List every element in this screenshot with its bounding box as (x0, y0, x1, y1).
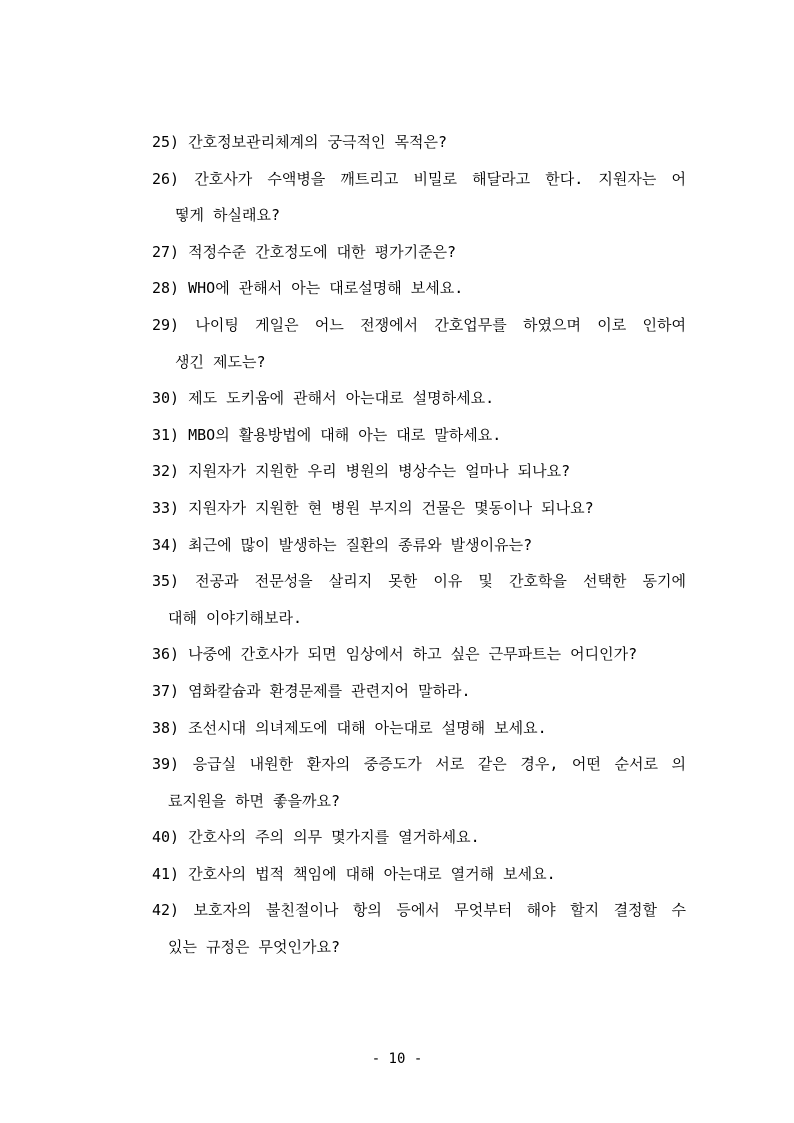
question-text: 38) 조선시대 의녀제도에 대해 아는대로 설명해 보세요. (152, 718, 547, 737)
question-item (152, 527, 686, 564)
question-item (152, 417, 686, 454)
question-item (152, 856, 686, 893)
question-text: 32) 지원자가 지원한 우리 병원의 병상수는 얼마나 되나요? (152, 462, 571, 481)
question-text: 25) 간호정보관리체계의 궁극적인 목적은? (152, 133, 448, 151)
question-list (152, 124, 686, 966)
question-item (152, 161, 686, 234)
question-text: 39) 응급실 내원한 환자의 중증도가 서로 같은 경우, 어떤 순서로 의 (152, 755, 686, 774)
question-item (152, 307, 686, 380)
question-text: 34) 최근에 많이 발생하는 질환의 종류와 발생이유는? (152, 535, 533, 554)
question-item (152, 490, 686, 527)
page-number: - 10 - (371, 1051, 423, 1067)
question-text: 33) 지원자가 지원한 현 병원 부지의 건물은 몇동이나 되나요? (152, 498, 594, 517)
question-text: 41) 간호사의 법적 책임에 대해 아는대로 열거해 보세요. (152, 864, 556, 883)
question-item (152, 673, 686, 710)
question-text: 27) 적정수준 간호정도에 대한 평가기준은? (152, 242, 457, 261)
question-continuation: 대해 이야기해보라. (168, 608, 302, 627)
question-item (152, 710, 686, 747)
question-text: 37) 염화칼슘과 환경문제를 관련지어 말하라. (152, 681, 471, 700)
question-text: 29) 나이팅 게일은 어느 전쟁에서 간호업무를 하였으며 이로 인하여 (152, 315, 686, 334)
question-text: 30) 제도 도키움에 관해서 아는대로 설명하세요. (152, 389, 495, 408)
question-item (152, 819, 686, 856)
question-item (152, 453, 686, 490)
question-continuation: 생긴 제도는? (175, 352, 266, 371)
question-continuation: 떻게 하실래요? (175, 206, 281, 225)
question-text: 26) 간호사가 수액병을 깨트리고 비밀로 해달라고 한다. 지원자는 어 (152, 169, 686, 188)
question-item (152, 380, 686, 417)
question-text: 28) WHO에 관해서 아는 대로설명해 보세요. (152, 279, 464, 298)
question-item (152, 124, 686, 161)
question-item (152, 563, 686, 636)
question-text: 40) 간호사의 주의 의무 몇가지를 열거하세요. (152, 828, 480, 847)
question-item (152, 892, 686, 965)
question-item (152, 636, 686, 673)
question-continuation: 있는 규정은 무엇인가요? (168, 938, 340, 957)
question-item (152, 270, 686, 307)
question-text: 42) 보호자의 불친절이나 항의 등에서 무엇부터 해야 할지 결정할 수 (152, 901, 686, 920)
question-item (152, 234, 686, 271)
question-text: 35) 전공과 전문성을 살리지 못한 이유 및 간호학을 선택한 동기에 (152, 572, 686, 591)
question-item (152, 746, 686, 819)
question-continuation: 료지원을 하면 좋을까요? (168, 791, 340, 810)
question-text: 31) MBO의 활용방법에 대해 아는 대로 말하세요. (152, 425, 502, 444)
question-text: 36) 나중에 간호사가 되면 임상에서 하고 싶은 근무파트는 어디인가? (152, 645, 638, 664)
